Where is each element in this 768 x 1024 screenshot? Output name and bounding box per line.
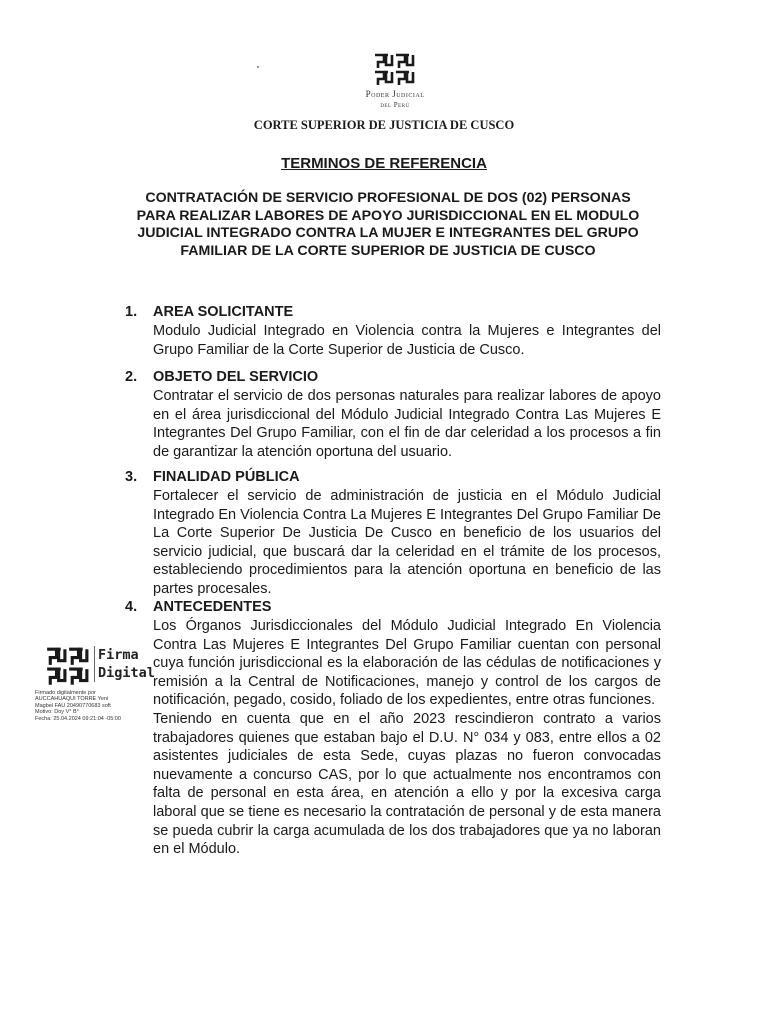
institution-country: del Perú [380,101,410,109]
section-heading [125,468,661,487]
paragraph: Modulo Judicial Integrado en Violencia contra la Mujeres e Integrantes del Grupo Familiar de la Corte Superior de Justicia de Cusco. [153,323,661,358]
section-title: AREA SOLICITANTE [153,304,294,320]
section-heading [125,303,661,322]
signature-label [94,646,155,682]
poder-judicial-logo [372,52,416,88]
section-title: OBJETO DEL SERVICIO [153,369,319,385]
signature-detail-line: Fecha: 25.04.2024 09:21:04 -05:00 [35,715,121,722]
section-number: 4. [125,599,138,615]
paragraph: Fortalecer el servicio de administración de justicia en el Módulo Judicial Integrado En Violencia Contra La Mujeres E Integrantes Del Grupo Familiar De La Corte Superior De Justicia De Cusco en beneficio de los usuarios del servicio judicial, que buscará dar la celeridad en el trámite de los procesos, estableciendo procedimientos para la atención oportuna en beneficio de las partes procesales. [153,488,661,597]
digital-signature-stamp [38,642,158,692]
signature-label-line1: Firma [98,647,139,663]
section-finalidad-publica [125,468,661,599]
institution-name: Poder Judicial [365,89,425,99]
court-name: CORTE SUPERIOR DE JUSTICIA DE CUSCO [253,118,515,132]
signature-detail-line: Motivo: Doy V° B° [35,709,79,716]
section-body [153,487,661,599]
section-number: 3. [125,469,138,485]
section-area-solicitante [125,303,661,359]
section-body [153,617,661,859]
section-number: 2. [125,369,138,385]
section-body [153,322,661,359]
signature-details [35,690,145,722]
signature-detail-line: AUCCAHUAQUI TORRE Yeni [35,696,109,703]
paragraph: Teniendo en cuenta que en el año 2023 rescindieron contrato a varios trabajadores quienes que estaban bajo el D.U. N° 034 y 083, entre ellos a 02 asistentes judiciales de esta Sede, cuyas plazas no fueron convocadas nuevamente a concurso CAS, por lo que actualmente nos encontramos con falta de personal en esta área, en atención a ello y por la excesiva carga laboral que se tiene es necesario la contratación de personal y de esta manera se pueda cubrir la carga acumulada de los dos trabajadores que ya no laboran en el Módulo. [153,710,661,858]
section-objeto-del-servicio [125,368,661,461]
section-title: ANTECEDENTES [153,599,272,615]
section-antecedentes [125,598,661,859]
document-subtitle: CONTRATACIÓN DE SERVICIO PROFESIONAL DE DOS (02) PERSONAS PARA REALIZAR LABORES DE APOYO JURISDICCIONAL EN EL MODULO JUDICIAL INTEGRADO CONTRA LA MUJER E INTEGRANTES DEL GRUPO FAMILIAR DE LA CORTE SUPERIOR DE JUSTICIA DE CUSCO [136,190,640,259]
section-number: 1. [125,304,138,320]
scan-speck [257,66,259,68]
section-heading [125,368,661,387]
section-heading [125,598,661,617]
poder-judicial-logo [44,646,90,688]
paragraph: Contratar el servicio de dos personas naturales para realizar labores de apoyo en el área jurisdiccional del Módulo Judicial Integrado Contra Las Mujeres E Integrantes Del Grupo Familiar, con el fin de dar celeridad a los procesos a fin de garantizar la atención oportuna del usuario. [153,388,661,460]
signature-detail-line: Firmado digitalmente por [35,690,96,696]
document-title: TERMINOS DE REFERENCIA [281,155,487,172]
signature-label-line2: Digital [98,665,155,681]
paragraph: Los Órganos Jurisdiccionales del Módulo Judicial Integrado En Violencia Contra Las Mujeres E Integrantes Del Grupo Familiar cuentan con personal cuya función jurisdiccional es la elaboración de las cédulas de notificaciones y remisión a la Central de Notificaciones, manejo y control de los cargos de notificación, pegado, cosido, foliado de los expedientes, entre otras funciones. [153,618,661,709]
signature-detail-line: Magbel FAU 20490770683 soft [35,702,111,709]
section-title: FINALIDAD PÚBLICA [153,469,300,485]
section-body [153,387,661,461]
